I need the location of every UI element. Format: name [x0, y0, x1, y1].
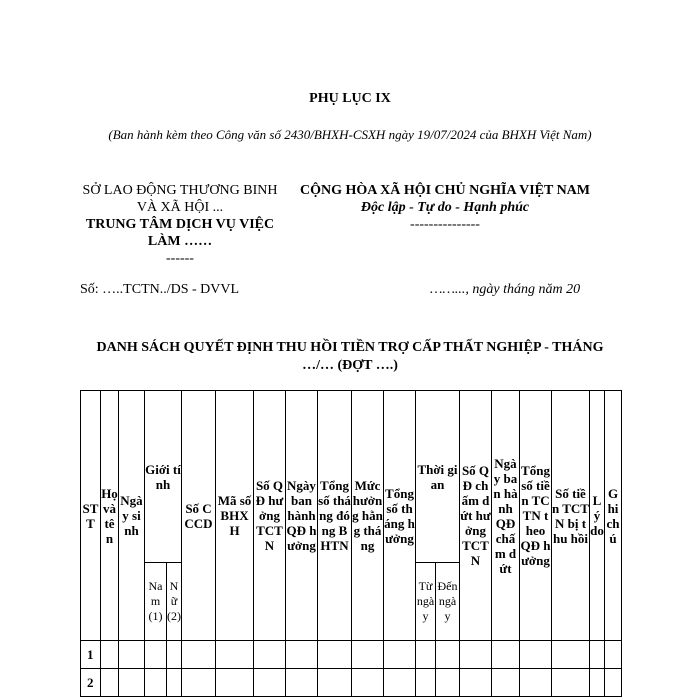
list-title: DANH SÁCH QUYẾT ĐỊNH THU HỒI TIỀN TRỢ CẤP THẤT NGHIỆP - THÁNG …/… (ĐỢT ….) [96, 340, 604, 373]
header-so-cccd: Số CCCD [182, 391, 216, 641]
header-ngay-ban-hanh: Ngày ban hành QĐ hưởng [286, 391, 318, 641]
document-date: ……..., ngày tháng năm 20 [430, 282, 581, 297]
right-organization [280, 182, 610, 233]
sub-header-nam: Nam (1) [145, 563, 167, 641]
sub-header-nu: Nữ (2) [167, 563, 182, 641]
sub-header-tu-ngay: Từ ngày [416, 563, 436, 641]
left-organization [80, 182, 280, 267]
sub-header-den-ngay: Đến ngày [436, 563, 460, 641]
header-ghi-chu: Ghi chú [605, 391, 622, 641]
country-name: CỘNG HÒA XÃ HỘI CHỦ NGHĨA VIỆT NAM [299, 183, 590, 198]
header-ngay-ban-hanh-cham-dut: Ngày ban hành QĐ chấm dứt [492, 391, 520, 641]
header-thoi-gian: Thời gian [416, 391, 460, 563]
header-stt: STT [81, 391, 101, 641]
header-so-qd-cham-dut: Số QĐ chấm dứt hưởng TCTN [460, 391, 492, 641]
header-row [81, 391, 622, 563]
national-motto: Độc lập - Tự do - Hạnh phúc [360, 200, 530, 215]
row-number: 1 [81, 641, 101, 669]
header-tong-so-thang-huong: Tổng số tháng hưởng [384, 391, 416, 641]
header-muc-huong: Mức hưởng hằng tháng [352, 391, 384, 641]
left-divider: ------ [166, 251, 194, 266]
header-ho-ten: Họ và tên [101, 391, 119, 641]
header-ly-do: Lý do [590, 391, 605, 641]
document-number: Số: …..TCTN../DS - DVVL [80, 282, 240, 297]
table-row [81, 641, 622, 669]
row-number: 2 [81, 669, 101, 697]
right-divider: --------------- [410, 217, 480, 232]
header-ngay-sinh: Ngày sinh [119, 391, 145, 641]
header-gioi-tinh: Giới tính [145, 391, 182, 563]
table-row [81, 669, 622, 697]
header-so-tien-thu-hoi: Số tiền TCTN bị thu hồi [552, 391, 590, 641]
appendix-title: PHỤ LỤC IX [309, 91, 391, 106]
header-tong-so-thang-dong: Tổng số tháng đóng BHTN [318, 391, 352, 641]
header-so-qd-huong: Số QĐ hưởng TCTN [254, 391, 286, 641]
header-ma-so-bhxh: Mã số BHXH [216, 391, 254, 641]
ministry-name: SỞ LAO ĐỘNG THƯƠNG BINH VÀ XÃ HỘI ... [82, 183, 278, 215]
issued-note: (Ban hành kèm theo Công văn số 2430/BHXH-CSXH ngày 19/07/2024 của BHXH Việt Nam) [108, 127, 592, 142]
recovery-list-table [80, 390, 622, 697]
header-tong-so-tien: Tổng số tiền TCTN theo QĐ hưởng [520, 391, 552, 641]
center-name: TRUNG TÂM DỊCH VỤ VIỆC LÀM …… [85, 217, 275, 249]
